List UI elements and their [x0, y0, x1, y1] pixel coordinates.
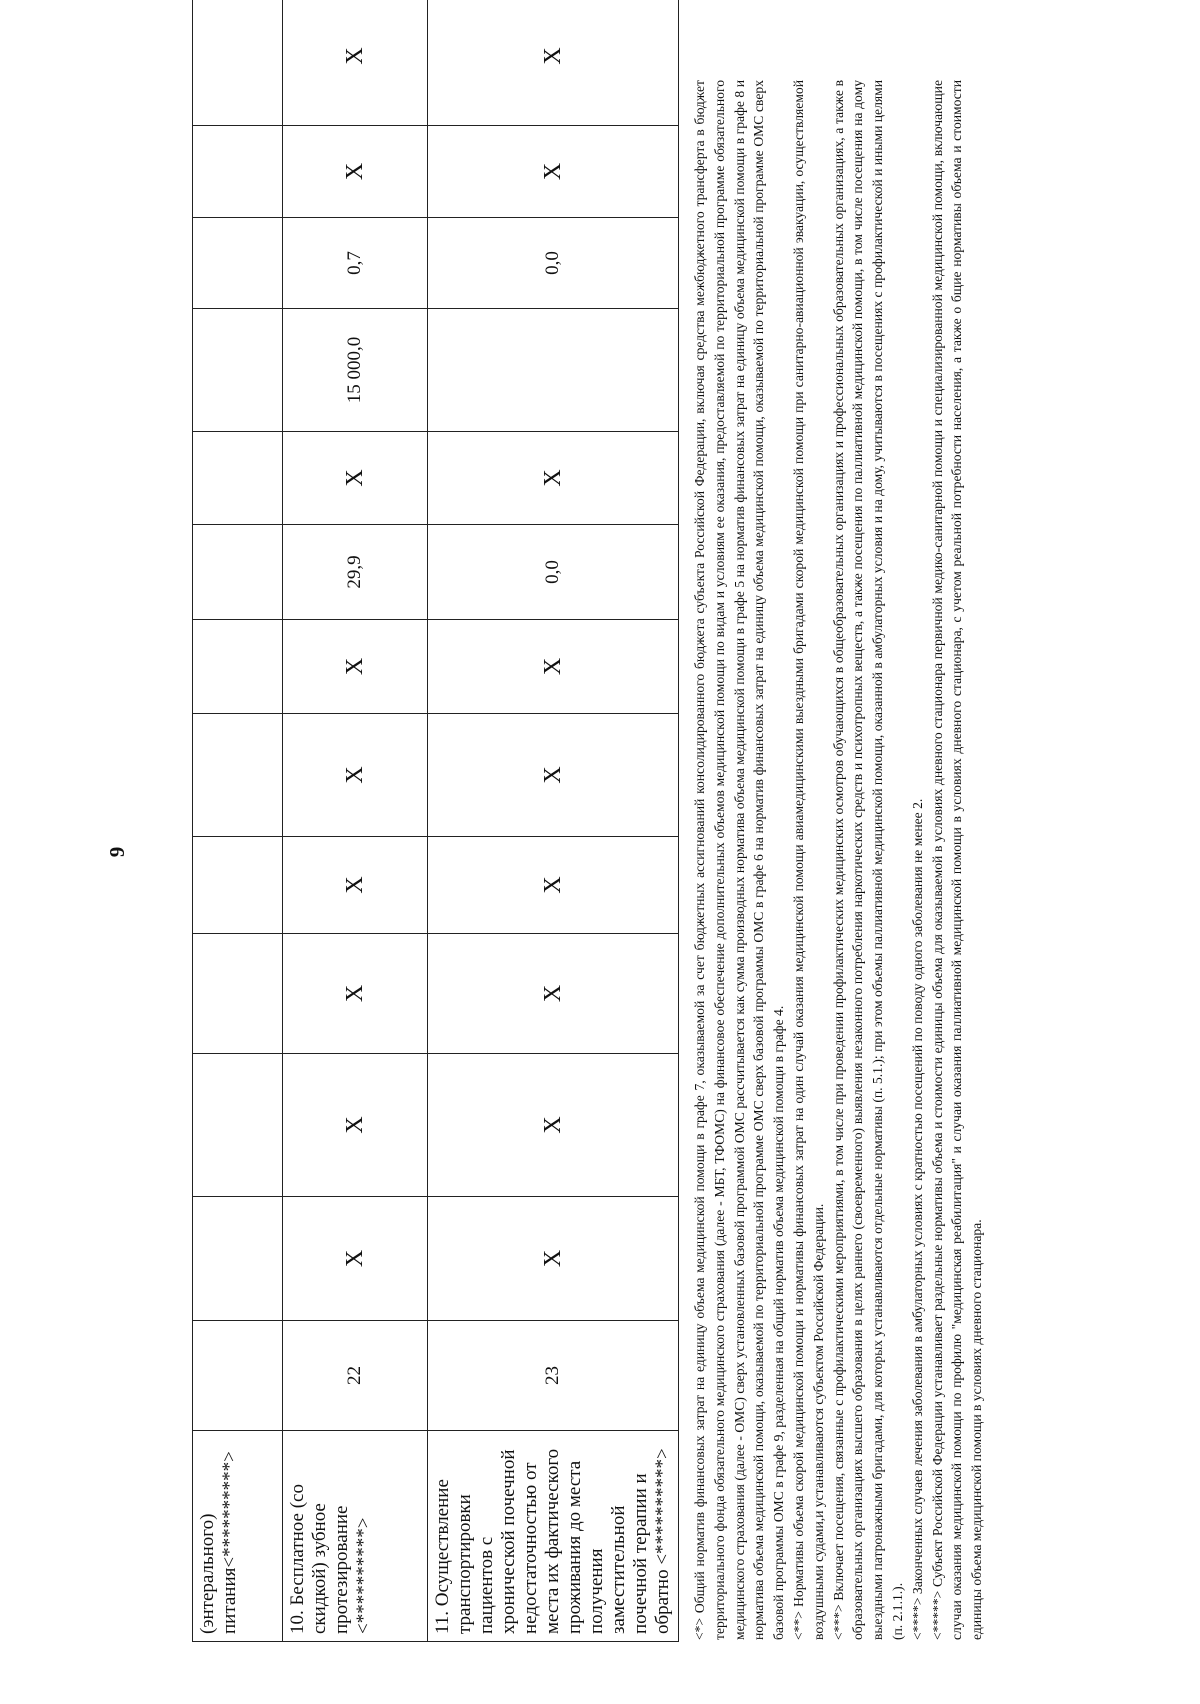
table-cell: X — [283, 714, 428, 837]
table-cell — [193, 126, 283, 218]
table-cell — [193, 837, 283, 934]
table-cell: X — [428, 1054, 679, 1197]
table-cell — [193, 1054, 283, 1197]
footnotes — [690, 80, 987, 1640]
page-number: 9 — [105, 846, 129, 858]
table-cell: 0,7 — [283, 218, 428, 309]
table-cell: 22 — [283, 1321, 428, 1431]
table-cell — [193, 1321, 283, 1431]
table-cell: X — [283, 432, 428, 525]
table-cell — [193, 525, 283, 620]
table-cell: X — [283, 1054, 428, 1197]
table-cell — [428, 309, 679, 432]
table-cell: X — [283, 934, 428, 1054]
table-cell: X — [283, 1197, 428, 1321]
table-cell: X — [428, 432, 679, 525]
table-cell — [193, 432, 283, 525]
table-cell: 0,0 — [428, 218, 679, 309]
table-row — [193, 0, 283, 1642]
footnote: <**> Нормативы объема скорой медицинской помощи и нормативы финансовых затрат на один случай оказания медицинской помощи авиамедицинскими выездными бригадами скорой медицинской помощи при санитарно-авиационной эвакуации, осуществляемой воздушными судами,и устанавливаются субъектом Российской Федерации. — [790, 80, 826, 1640]
table-cell — [193, 714, 283, 837]
table-cell: X — [428, 714, 679, 837]
table-cell: X — [428, 0, 679, 126]
footnote: <****> Законченных случаев лечения заболевания в амбулаторных условиях с кратностью посещений по поводу одного заболевания не менее 2. — [909, 798, 925, 1640]
table-cell — [193, 1197, 283, 1321]
table-cell: X — [428, 126, 679, 218]
table-row — [428, 0, 679, 1642]
table-cell: X — [283, 126, 428, 218]
row-name-cell: 11. Осуществление транспортировки пациентов с хронической почечной недостаточностью от места их фактического проживания до места получения заместительной почечной терапии и обратно <**********> — [428, 1431, 679, 1642]
table-cell: 29,9 — [283, 525, 428, 620]
footnote: <***> Включает посещения, связанные с профилактическими мероприятиями, в том числе при проведении профилактических медицинских осмотров обучающихся в общеобразовательных организациях и профессиональных образовательных организациях, а также в образовательных организациях высшего образования в целях раннего (своевременного) выявления незаконного потребления наркотических средств и психотропных веществ, а также посещения по паллиативной медицинской помощи, в том числе посещения на дому выездными патронажными бригадами, для которых устанавливаются отдельные нормативы (п. 5.1.); при этом объемы паллиативной медицинской помощи, оказанной в амбулаторных условия и на дому, учитываются в посещениях с профилактической и иными целями (п. 2.1.1.). — [830, 80, 905, 1640]
table-cell: X — [428, 934, 679, 1054]
table-cell — [193, 218, 283, 309]
table-cell — [193, 0, 283, 126]
row-name-cell: (энтерального) питания<**********> — [193, 1431, 283, 1642]
table-cell: 15 000,0 — [283, 309, 428, 432]
footnote: <*> Общий норматив финансовых затрат на единицу объема медицинской помощи в графе 7, оказываемой за счет бюджетных ассигнований консолидированного бюджета субъекта Российской Федерации, включая средства межбюджетного трансферта в бюджет территориального фонда обязательного медицинского страхования (далее - МБТ, ТФОМС) на финансовое обеспечение дополнительных объемов медицинской помощи по видам и условиям ее оказания, предоставляемой по территориальной программе обязательного медицинского страхования (далее - ОМС) сверх установленных базовой программой ОМС рассчитывается как сумма производных норматива объема медицинской помощи в графе 5 на норматив финансовых затрат на единицу объема медицинской помощи в графе 8 и норматива объема медицинской помощи, оказываемой по территориальной программе ОМС сверх базовой программы ОМС в графе 6 на норматив финансовых затрат на единицу объема медицинской помощи, оказываемой по территориальной программе ОМС сверх базовой программы ОМС в графе 9, разделенная на общий норматив объема медицинской помощи в графе 4. — [692, 80, 787, 1640]
table-cell: X — [283, 837, 428, 934]
table-cell: 0,0 — [428, 525, 679, 620]
footnote: <*****> Субъект Российской Федерации устанавливает раздельные нормативы объема и стоимости единицы объема для оказываемой в условиях дневного стационара первичной медико-санитарной помощи и специализированной медицинской помощи, включающие случаи оказания медицинской помощи по профилю "медицинская реабилитация" и случаи оказания паллиативной медицинской помощи в условиях дневного стационара, с учетом реальной потребности населения, а также о бщие нормативы объема и стоимости единицы объема медицинской помощи в условиях дневного стационара. — [929, 80, 985, 1640]
table-cell: X — [428, 1197, 679, 1321]
row-name-cell: 10. Бесплатное (со скидкой) зубное протезирование <**********> — [283, 1431, 428, 1642]
table-cell — [193, 620, 283, 714]
table-row — [283, 0, 428, 1642]
data-table — [192, 0, 679, 1642]
table-cell: 23 — [428, 1321, 679, 1431]
table-cell: X — [283, 620, 428, 714]
table-cell: X — [428, 620, 679, 714]
table-cell — [193, 934, 283, 1054]
table-cell: X — [428, 837, 679, 934]
table-cell: X — [283, 0, 428, 126]
table-cell — [193, 309, 283, 432]
